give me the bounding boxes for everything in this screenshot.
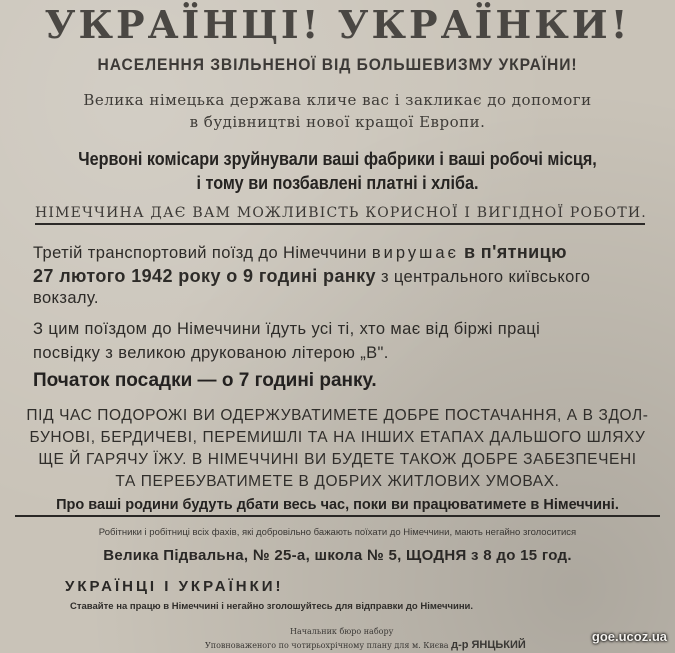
train-line-1c: в п'ятницю [463, 242, 567, 262]
signature-office-text: Уповноваженого по чотирьохрічному плану для м. Києва [205, 641, 449, 650]
journey-line-4: ТА ПЕРЕБУВАТИМЕТЕ В ДОБРИХ ЖИТЛОВИХ УМОВАХ. [115, 473, 560, 490]
journey-line-3: ЩЕ Й ГАРЯЧУ ЇЖУ. В НІМЕЧЧИНІ ВИ БУДЕТЕ ТАКОЖ ДОБРЕ ЗАБЕЗПЕЧЕНІ [38, 451, 637, 468]
watermark: goe.ucoz.ua [591, 629, 667, 644]
journey-line-1: ПІД ЧАС ПОДОРОЖІ ВИ ОДЕРЖУВАТИМЕТЕ ДОБРЕ ПОСТАЧАННЯ, А В ЗДОЛ- [26, 407, 649, 424]
train-station: з центрального київського [380, 268, 591, 286]
germany-offer: НІМЕЧЧИНА ДАЄ ВАМ МОЖЛИВІСТЬ КОРИСНОЇ І ВИГІДНОЇ РОБОТИ. [35, 205, 645, 225]
passengers-line-1: З цим поїздом до Німеччини їдуть усі ті, хто має від біржі праці [33, 320, 541, 338]
poster-subtitle: НАСЕЛЕННЯ ЗВІЛЬНЕНОЇ ВІД БОЛЬШЕВИЗМУ УКРАЇНИ! [97, 55, 578, 74]
train-date: 27 лютого 1942 року о 9 годині ранку [33, 266, 376, 286]
passengers-line-2: посвідку з великою друкованою літерою „В". [33, 344, 389, 362]
workers-note: Робітники і робітниці всіх фахів, які добровільно бажають поїхати до Німеччини, мають негайно зголоситися [98, 527, 577, 538]
signature-title: Начальник бюро набору [290, 627, 394, 636]
intro-line-1: Велика німецька держава кличе вас і закликає до допомоги [83, 91, 592, 109]
boarding-time: Початок посадки — о 7 годині ранку. [33, 370, 377, 391]
closing-line: Ставайте на працю в Німеччині і негайно зголошуйтесь для відправки до Німеччини. [70, 601, 474, 612]
train-line-1a: Третій транспортовий поїзд до Німеччини [33, 244, 367, 262]
train-line-1 [33, 242, 653, 263]
address-line: Велика Підвальна, № 25-а, школа № 5, ЩОДНЯ з 8 до 15 год. [103, 547, 572, 564]
train-line-2 [33, 266, 653, 287]
signature-office [205, 639, 526, 651]
train-line-3: вокзалу. [33, 289, 99, 307]
poster-title: УКРАЇНЦІ! УКРАЇНКИ! [44, 2, 631, 47]
signature-name: д-р ЯНЦЬКИЙ [451, 639, 526, 651]
train-line-1b: вирушає [371, 244, 459, 262]
complaint-line-2: і тому ви позбавлені платні і хліба. [196, 173, 479, 193]
families-notice: Про ваші родини будуть дбати весь час, поки ви працюватимете в Німеччині. [15, 497, 660, 517]
closing-title: УКРАЇНЦІ І УКРАЇНКИ! [65, 578, 284, 595]
complaint-line-1: Червоні комісари зруйнували ваші фабрики і ваші робочі місця, [78, 149, 597, 169]
journey-line-2: БУНОВІ, БЕРДИЧЕВІ, ПЕРЕМИШЛІ ТА НА ІНШИХ ЕТАПАХ ДАЛЬШОГО ШЛЯХУ [29, 429, 646, 446]
intro-line-2: в будівництві нової кращої Европи. [189, 113, 486, 131]
